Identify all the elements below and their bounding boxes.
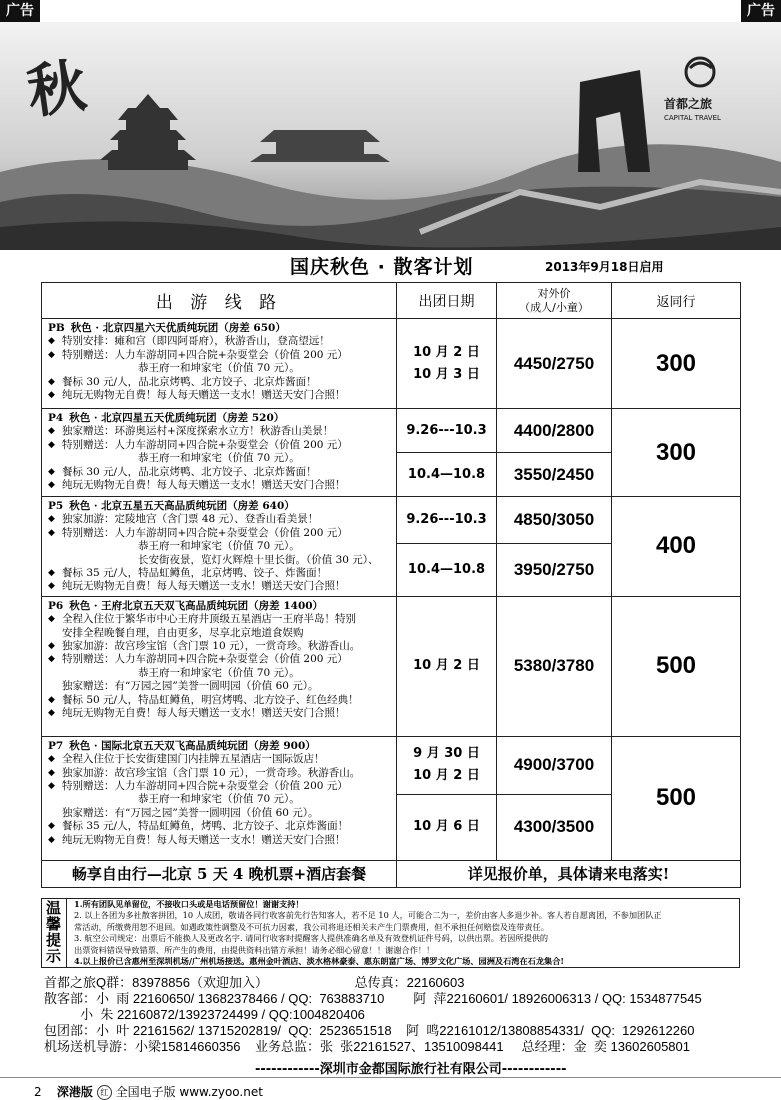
diamond-icon: ◆ [48,694,55,705]
route-name: 秋色 · 王府北京五天双飞高品质纯玩团 [69,599,249,612]
route-feature [48,389,392,402]
route-name: 秋色 · 北京四星五天优质纯玩团 [69,412,217,424]
departure-date [397,319,497,409]
route-feature-text: 特别赠送：人力车游胡同+四合院+杂耍堂会（价值 200 元） [62,438,348,451]
tips-label-char: 温 [45,899,61,917]
route-feature-text: 特别赠送：人力车游胡同+四合院+杂耍堂会（价值 200 元） [62,780,348,793]
route-feature [48,335,392,348]
footer-row [42,860,741,887]
route-name: 秋色 · 北京五星五天高品质纯玩团 [69,500,228,512]
tips-label [41,898,67,968]
divider [0,1077,781,1078]
price-cell: 4850/3050 [497,497,612,544]
tips-label-char: 提 [45,931,61,949]
route-code: P4 [48,412,64,424]
tip-line: 常活动，所缴费用恕不退回。如遇政策性调整及不可抗力因素，我公司将退还相关未产生门票费用，但不承担任何赔偿及连带责任。 [74,921,549,932]
diamond-icon: ◆ [48,426,55,437]
route-feature-text: 纯玩无购物无自费！每人每天赠送一支水！赠送天安门合照！ [62,389,346,402]
diamond-icon: ◆ [48,708,55,719]
route-feature [48,613,392,626]
route-cell [42,319,397,409]
tour-plan-table [41,282,741,888]
route-feature [48,580,392,593]
price-cell: 4400/2800 [497,409,612,453]
page-title: 国庆秋色 · 散客计划 [290,256,474,278]
site-link[interactable]: 全国电子版 www.zyoo.net [115,1085,263,1099]
contact-line: 首都之旅Q群：83978856（欢迎加入） 总传真：22160603 [44,975,465,990]
route-title [48,740,392,753]
ad-label-left: 广告 [0,0,40,22]
header-price-line2: （成人/小童） [519,300,589,314]
diamond-icon: ◆ [48,767,55,778]
route-feature [48,653,392,666]
diamond-icon: ◆ [48,614,55,625]
route-name: 秋色 · 国际北京五天双飞高品质纯玩团 [69,739,249,752]
route-code: P7 [48,739,64,752]
departure-date [397,736,497,794]
route-feature-text: 特别赠送：人力车游胡同+四合院+杂耍堂会（价值 200 元） [62,653,348,666]
date-text: 10.4—10.8 [407,466,486,482]
diamond-icon: ◆ [48,376,55,387]
header-price [497,283,612,319]
tip-line: 4.以上报价已含惠州至深圳机场/广州机场接送。惠州金叶酒店、淡水格林豪泰、惠东朗富广场、博罗文化广场、园洲及石湾在石龙集合! [74,956,565,967]
badge-icon: 红 [97,1085,112,1100]
return-commission: 300 [612,319,741,409]
route-feature-text: 独家加游：故宫珍宝馆（含门票 10 元），一赏奇珍。秋游香山。 [62,766,361,779]
tip-line: 3. 航空公司规定：出票后不能换人及更改名字. 请同行收客时提醒客人提供准确名单及有效登机证件号码，以供出票。若因所提供的 [74,933,549,944]
diamond-icon: ◆ [48,390,55,401]
route-code: PB [48,322,65,334]
route-feature-text: 独家加游：定陵地宫（含门票 48 元）、登香山看美景！ [62,513,319,526]
header-return: 返同行 [612,283,741,319]
route-feature-cont: 长安街夜景，览灯火辉煌十里长街。（价值 30 元）、 [138,553,379,566]
departure-date [397,596,497,736]
date-text: 9.26---10.3 [406,511,487,527]
table-row [42,409,741,453]
route-feature-text: 餐标 30 元/人，品北京烤鸭、北方饺子、北京炸酱面！ [62,465,317,478]
tip-line: 出票资料错误导致错票、所产生的费用，由提供资料出错方承担！请务必细心留意！！谢谢合作！！ [74,944,435,955]
route-name: 秋色 · 北京四星六天优质纯玩团 [70,322,219,334]
return-commission: 500 [612,736,741,860]
diamond-icon: ◆ [48,336,55,347]
company-name: ------------深圳市金都国际旅行社有限公司------------ [255,1062,567,1077]
route-cell [42,596,397,736]
route-feature-text: 餐标 35 元/人，特品虹鳟鱼，北京烤鸭、饺子、炸酱面！ [62,567,328,580]
brand-en: CAPITAL TRAVEL [664,114,721,122]
diamond-icon: ◆ [48,568,55,579]
date-text: 9.26---10.3 [406,422,487,438]
route-code: P5 [48,500,64,512]
route-feature-text: 餐标 50 元/人，特品虹鳟鱼，明宫烤鸭、北方饺子、红色经典！ [62,693,359,706]
diamond-icon: ◆ [48,514,55,525]
price-cell: 4900/3700 [497,736,612,794]
diamond-icon: ◆ [48,641,55,652]
route-feature [48,834,392,847]
route-feature-text: 餐标 35 元/人，特品虹鳟鱼，烤鸭、北方饺子、北京炸酱面！ [62,820,349,833]
diamond-icon: ◆ [48,781,55,792]
route-title [48,322,392,335]
route-feature-cont: 恭王府一和坤家宅（价值 70 元）。 [138,793,300,806]
diamond-icon: ◆ [48,654,55,665]
diamond-icon: ◆ [48,439,55,450]
start-date: 2013年9月18日启用 [545,260,664,274]
season-char: 秋 [23,51,91,127]
route-feature-text: 特别赠送：人力车游胡同+四合院+杂耍堂会（价值 200 元） [62,348,348,361]
route-diff: （房差 520） [216,412,285,424]
route-feature-cont: 独家赠送：有“万园之园”美誉一圆明园（价值 60 元）。 [62,680,319,693]
price-note: 详见报价单，具体请来电落实! [397,860,741,887]
price-cell: 4300/3500 [497,794,612,860]
table-row [42,736,741,794]
contact-line: 机场送机导游：小梁15814660356 业务总监：张 张22161527、13510098441 总经理：金 奕 13602605801 [44,1039,690,1054]
route-feature-text: 纯玩无购物无自费！每人每天赠送一支水！赠送天安门合照！ [62,580,346,593]
route-feature [48,767,392,780]
date-text: 10.4—10.8 [407,561,486,577]
diamond-icon: ◆ [48,821,55,832]
route-feature-text: 纯玩无购物无自费！每人每天赠送一支水！赠送天安门合照！ [62,479,346,492]
route-feature [48,425,392,438]
route-feature [48,376,392,389]
header-date: 出团日期 [397,283,497,319]
route-feature [48,694,392,707]
date-text: 10 月 6 日 [413,819,480,835]
route-feature-cont: 恭王府一和坤家宅（价值 70 元）。 [138,540,300,553]
route-cell [42,497,397,597]
tip-line: 2. 以上各团为多社散客拼团，10 人成团，敬请各同行收客前先行告知客人，若不足 10 人，可能合二为一，差价由客人多退少补。客人若自愿离团，不参加团队正 [74,910,662,921]
route-feature-text: 全程入住位于繁华市中心王府井顶级五星酒店一王府半岛！特别 [62,613,356,626]
route-feature [48,513,392,526]
header-route: 出 游 线 路 [42,283,397,319]
contact-line: 小 朱 22160872/13923724499 / QQ:1004820406 [44,1007,365,1022]
departure-date [397,453,497,497]
route-title [48,600,392,613]
tips-body [74,899,736,967]
banner-image [0,22,781,250]
contact-line: 散客部：小 雨 22160650/ 13682378466 / QQ: 763883710 阿 萍22160601/ 18926006313 / QQ: 1534877545 [44,991,702,1006]
contact-line: 包团部：小 叶 22161562/ 13715202819/ QQ: 2523651518 阿 鸣22161012/13808854331/ QQ: 1292612260 [44,1023,695,1038]
route-feature [48,466,392,479]
route-feature-text: 特别安排：瘫和宫（即四阿哥府），秋游香山，登高望远！ [62,335,330,348]
return-commission: 300 [612,409,741,497]
departure-date [397,543,497,596]
route-feature-cont: 恭王府一和坤家宅（价值 70 元）。 [138,666,300,679]
date-text: 10 月 2 日 [413,344,480,360]
route-feature [48,640,392,653]
route-title [48,412,392,425]
route-feature [48,780,392,793]
brand-name: 首都之旅 [664,97,713,111]
route-feature [48,527,392,540]
table-row [42,319,741,409]
diamond-icon: ◆ [48,466,55,477]
free-travel-package: 畅享自由行—北京 5 天 4 晚机票+酒店套餐 [42,860,397,887]
route-feature-text: 全程入住位于长安街建国门内挂牌五星酒店一国际饭店！ [62,753,325,766]
diamond-icon: ◆ [48,480,55,491]
departure-date [397,794,497,860]
date-text: 9 月 30 日 [413,746,480,762]
table-row [42,497,741,544]
price-cell: 3550/2450 [497,453,612,497]
route-feature-text: 纯玩无购物无自费！每人每天赠送一支水！赠送天安门合照！ [62,833,346,846]
diamond-icon: ◆ [48,834,55,845]
route-feature-text: 独家赠送：环游奥运村+深度探索水立方！秋游香山美景！ [62,425,334,438]
route-feature-text: 餐标 30 元/人，品北京烤鸭、北方饺子、北京炸酱面！ [62,375,317,388]
ad-label-right: 广告 [741,0,781,22]
top-strip [0,0,781,22]
route-diff: （房差 650） [218,322,286,334]
tips-label-char: 馨 [45,915,61,933]
tips-label-char: 示 [45,947,61,965]
tip-line: 1.所有团队见单留位，不接收口头或是电话预留位！谢谢支持！ [74,899,304,909]
edition-label: 深港版 [56,1085,93,1099]
route-feature-text: 特别赠送：人力车游胡同+四合院+杂耍堂会（价值 200 元） [62,526,348,539]
table-row [42,596,741,736]
route-feature [48,707,392,720]
return-commission: 500 [612,596,741,736]
route-body [42,319,741,861]
diamond-icon: ◆ [48,527,55,538]
route-feature-cont: 恭王府一和坤家宅（价值 70 元）。 [138,362,300,375]
departure-date [397,409,497,453]
route-cell [42,736,397,860]
header-price-line1: 对外价 [537,286,571,300]
route-feature [48,349,392,362]
diamond-icon: ◆ [48,349,55,360]
route-feature [48,820,392,833]
route-feature-cont: 独家赠送：有“万园之园”美誉一圆明园（价值 60 元）。 [62,806,319,819]
route-title [48,500,392,513]
price-cell: 3950/2750 [497,543,612,596]
route-feature-cont: 安排全程晚餐自理，自由更多，尽享北京地道食娱购 [62,626,304,639]
route-feature-text: 纯玩无购物无自费！每人每天赠送一支水！赠送天安门合照！ [62,707,346,720]
diamond-icon: ◆ [48,754,55,765]
route-feature [48,753,392,766]
route-feature [48,567,392,580]
route-diff: （房差 1400） [248,599,324,612]
return-commission: 400 [612,497,741,597]
price-cell: 4450/2750 [497,319,612,409]
page-number: 2 [34,1085,42,1099]
route-feature-cont: 恭王府一和坤家宅（价值 70 元）。 [138,452,300,465]
table-header-row [42,283,741,319]
route-feature [48,439,392,452]
route-diff: （房差 640） [227,500,295,512]
date-text: 10 月 3 日 [413,366,480,382]
page-footer [34,1083,263,1100]
route-feature [48,479,392,492]
date-text: 10 月 2 日 [413,658,480,674]
date-text: 10 月 2 日 [413,768,480,784]
route-diff: （房差 900） [248,739,316,752]
price-cell: 5380/3780 [497,596,612,736]
route-feature-text: 独家加游：故宫珍宝馆（含门票 10 元），一赏奇珍。秋游香山。 [62,640,361,653]
diamond-icon: ◆ [48,581,55,592]
departure-date [397,497,497,544]
route-code: P6 [48,599,64,612]
route-cell [42,409,397,497]
